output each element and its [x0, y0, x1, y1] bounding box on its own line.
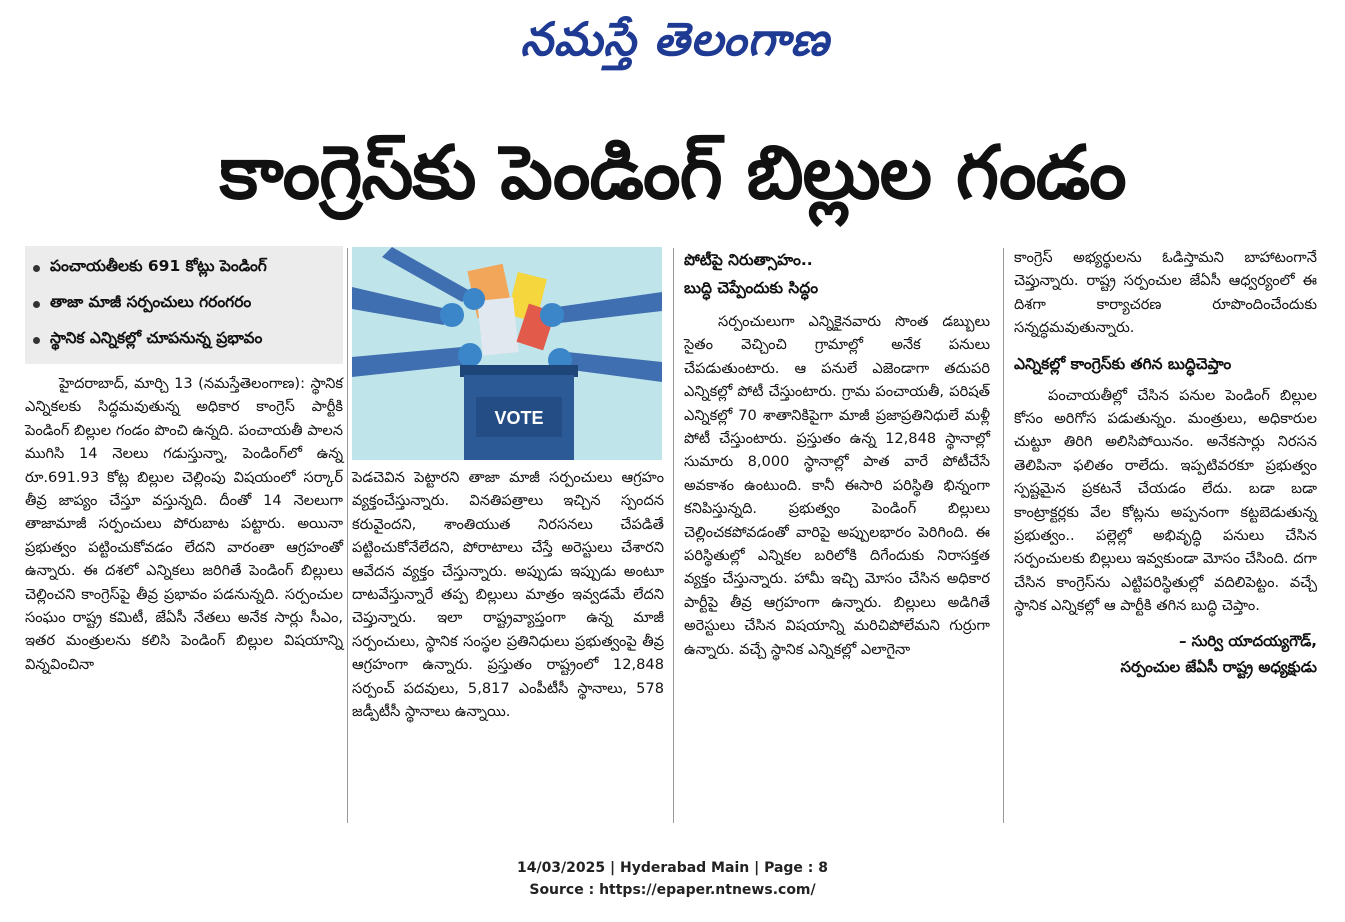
subheading: పోటీపై నిరుత్సాహం.. [684, 251, 813, 269]
column-4-text: కాంగ్రెస్ అభ్యర్థులను ఓడిస్తామని బాహాటంగానే చెప్తున్నారు. రాష్ట్ర సర్పంచుల జేఏసీ ఆధ్వర్యంలో ఈ దిశగా కార్యాచరణ రూపొందించేందుకు సన్నద్ధమవుతున్నారు. [1014, 249, 1317, 337]
highlight-text: స్థానిక ఎన్నికల్లో చూపనున్న ప్రభావం [50, 329, 263, 347]
author-name: – సుర్వి యాదయ్యగౌడ్, [1178, 631, 1317, 650]
column-2-text: పెడచెవిన పెట్టారని తాజా మాజీ సర్పంచులు ఆగ్రహం వ్యక్తంచేస్తున్నారు. వినతిపత్రాలు ఇచ్చిన స్పందన కరువైందని, శాంతియుత నిరసనలు చేపడితే పట్టించుకోనేలేదని, పోరాటాలు చేస్తే అరెస్టులు చేశారని ఆవేదన వ్యక్తం చేస్తున్నారు. అప్పుడు ఇప్పుడు అంటూ దాటవేస్తున్నారే తప్ప బిల్లులు మాత్రం ఇవ్వడమే లేదని చెప్తున్నారు. ఇలా రాష్ట్రవ్యాప్తంగా ఉన్న మాజీ సర్పంచులు, స్థానిక సంస్థల ప్రతినిధులు ప్రభుత్వంపై తీవ్ర ఆగ్రహంగా ఉన్నారు. ప్రస్తుతం రాష్ట్రంలో 12,848 సర్పంచ్ పదవులు, 5,817 ఎంపీటీసీ స్థానాలు, 578 జడ్పీటీసీ స్థానాలు ఉన్నాయి. [352, 469, 664, 721]
masthead-logo: నమస్తే తెలంగాణ [520, 12, 830, 66]
page-headline: కాంగ్రెస్‌కు పెండింగ్ బిల్లుల గండం [219, 130, 1126, 216]
article-column-1 [25, 372, 343, 676]
highlights-box [25, 246, 343, 364]
column-3-text: సర్పంచులుగా ఎన్నికైనవారు సొంత డబ్బులు సైతం వెచ్చించి గ్రామాల్లో అనేక పనులు చేపడుతుంటారు. ఆ పనులే ఎజెండాగా తదుపరి ఎన్నికల్లో పోటీ చేస్తుంటారు. గ్రామ పంచాయతీ, పరిషత్ ఎన్నికల్లో 70 శాతానికిపైగా మాజీ ప్రజాప్రతినిధులే మళ్లీ పోటీ చేస్తుంటారు. ప్రస్తుతం ఉన్న 12,848 స్థానాల్లో సుమారు 8,000 స్థానాల్లో పాత వారే పోటీచేసే అవకాశం ఉంటుంది. కానీ ఈసారి పరిస్థితి భిన్నంగా కనిపిస్తున్నది. ప్రభుత్వం పెండింగ్ బిల్లులు చెల్లించకపోవడంతో వారిపై అప్పులభారం పెరిగింది. ఈ పరిస్థితుల్లో ఎన్నికల బరిలోకి దిగేందుకు నిరాసక్తత వ్యక్తం చేస్తున్నారు. హామీ ఇచ్చి మోసం చేసిన అధికార పార్టీపై తీవ్ర ఆగ్రహంగా ఉన్నారు. బిల్లులు అడిగితే అరెస్టులు చేసిన విషయాన్ని మరిచిపోలేమని గుర్రుగా ఉన్నారు. వచ్చే స్థానిక ఎన్నికల్లో ఎలాగైనా [684, 313, 991, 658]
author-title: సర్పంచుల జేఏసీ రాష్ట్ర అధ్యక్షుడు [1120, 657, 1317, 676]
ballot-box-icon [352, 247, 662, 460]
column-divider [673, 248, 674, 823]
column-divider [347, 248, 348, 823]
subheading: బుద్ధి చెప్పేందుకు సిద్ధం [684, 279, 819, 297]
article-column-2 [352, 466, 664, 723]
highlight-item [25, 322, 343, 358]
vote-label: VOTE [494, 408, 544, 428]
column-4-quote: పంచాయతీల్లో చేసిన పనుల పెండింగ్ బిల్లుల కోసం అరిగోస పడుతున్నం. మంత్రులు, అధికారుల చుట్టూ తిరిగి అలిసిపోయినం. అనేకసార్లు నిరసన తెలిపినా ఫలితం రాలేదు. ఇప్పటివరకూ ప్రభుత్వం స్పష్టమైన ప్రకటనే చేయడం లేదు. బడా బడా కాంట్రాక్టర్లకు వేల కోట్లను అప్పనంగా కట్టబెడుతున్న ప్రభుత్వం.. పల్లెల్లో అభివృద్ధి పనులు చేసిన సర్పంచులకు బిల్లులు ఇవ్వకుండా మోసం చేసింది. దగా చేసిన కాంగ్రెస్‌ను ఎట్టిపరిస్థితుల్లో వదిలిపెట్టం. వచ్చే స్థానిక ఎన్నికల్లో ఆ పార్టీకి తగిన బుద్ధి చెప్తాం. [1014, 386, 1317, 615]
article-column-4 [1014, 246, 1317, 680]
highlight-item [25, 250, 343, 286]
bullet-dot-icon [33, 337, 40, 344]
column-1-text: హైదరాబాద్, మార్చి 13 (నమస్తేతెలంగాణ): స్థానిక ఎన్నికలకు సిద్ధమవుతున్న అధికార కాంగ్రెస్ పార్టీకి పెండింగ్ బిల్లుల గండం పొంచి ఉన్నది. పంచాయతీ పాలన ముగిసి 14 నెలలు గడుస్తున్నా, పెండింగ్‌లో ఉన్న రూ.691.93 కోట్ల బిల్లుల చెల్లింపు విషయంలో సర్కార్ తీవ్ర జాప్యం చేస్తూ వస్తున్నది. దీంతో 14 నెలలుగా తాజామాజీ సర్పంచులు పోరుబాట పట్టారు. అయినా ప్రభుత్వం పట్టించుకోవడం లేదని వారంతా ఆగ్రహంతో ఉన్నారు. ఈ దశలో ఎన్నికలు జరిగితే పెండింగ్ బిల్లులు చెల్లించని కాంగ్రెస్‌పై తీవ్ర ప్రభావం పడనున్నది. సర్పంచుల సంఘం రాష్ట్ర కమిటీ, జేఏసీ నేతలు అనేక సార్లు సీఎం, ఇతర మంత్రులను కలిసి పెండింగ్ బిల్లుల విషయాన్ని విన్నవించినా [25, 375, 343, 673]
bullet-dot-icon [33, 265, 40, 272]
footer-source-link[interactable]: Source : https://epaper.ntnews.com/ [529, 882, 816, 898]
column-divider [1003, 248, 1004, 823]
vote-illustration [352, 247, 662, 460]
highlight-text: తాజా మాజీ సర్పంచులు గరంగరం [50, 293, 252, 311]
article-column-3 [684, 246, 990, 661]
subheading: ఎన్నికల్లో కాంగ్రెస్‌కు తగిన బుద్ధిచెప్తాం [1014, 354, 1232, 373]
highlight-text: పంచాయతీలకు 691 కోట్లు పెండింగ్ [50, 257, 267, 275]
highlight-item [25, 286, 343, 322]
bullet-dot-icon [33, 301, 40, 308]
footer-edition-line: 14/03/2025 | Hyderabad Main | Page : 8 [516, 860, 829, 876]
